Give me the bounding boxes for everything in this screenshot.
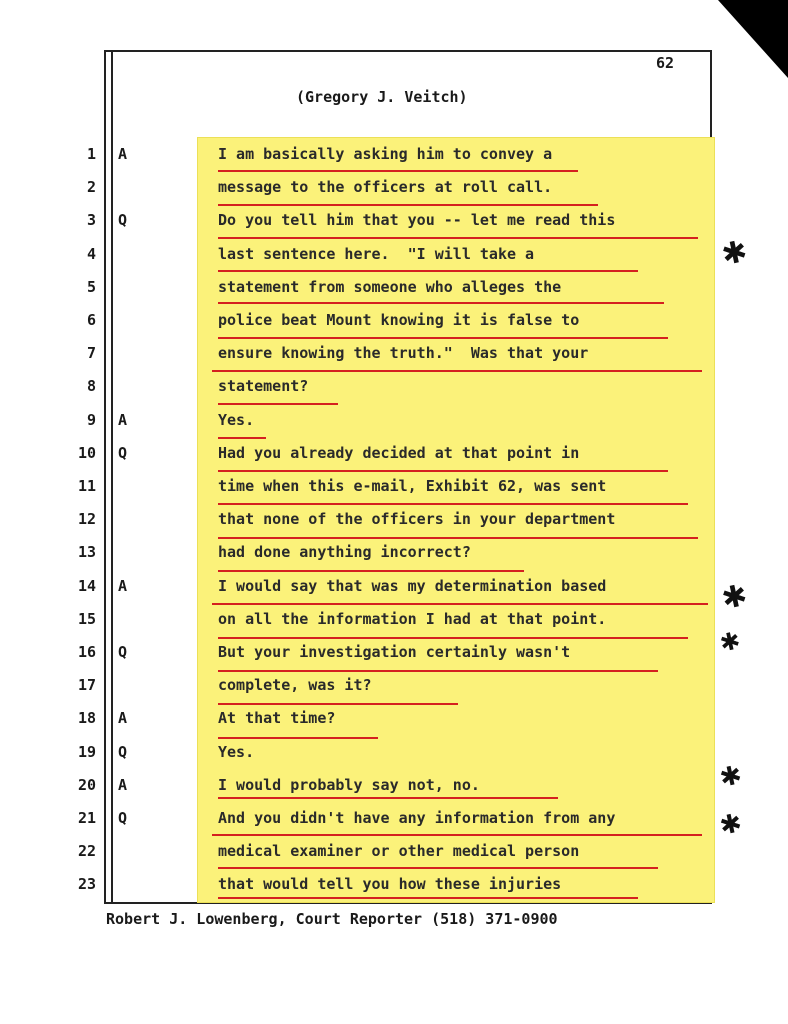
underline-mark <box>218 170 578 172</box>
underline-mark <box>218 737 378 739</box>
underline-mark <box>212 370 702 372</box>
underline-mark <box>218 204 598 206</box>
underline-mark <box>218 867 658 869</box>
transcript-line-text: I would say that was my determination based <box>218 577 607 595</box>
line-number: 9 <box>86 411 96 429</box>
hand-drawn-star-mark-icon: ✱ <box>718 233 751 274</box>
line-number: 13 <box>77 543 96 561</box>
underline-mark <box>218 437 266 439</box>
transcript-line-text: Do you tell him that you -- let me read this <box>218 211 616 229</box>
transcript-line-text: complete, was it? <box>218 676 372 694</box>
hand-drawn-star-mark-icon: ✱ <box>717 760 745 794</box>
line-number: 14 <box>77 577 96 595</box>
line-number: 11 <box>77 477 96 495</box>
speaker-label: A <box>118 145 128 163</box>
speaker-label: Q <box>118 444 128 462</box>
line-number: 18 <box>77 709 96 727</box>
transcript-line-text: police beat Mount knowing it is false to <box>218 311 580 329</box>
underline-mark <box>218 237 698 239</box>
transcript-line-text: But your investigation certainly wasn't <box>218 643 571 661</box>
transcript-inner-border-line <box>111 50 113 904</box>
speaker-label: Q <box>118 643 128 661</box>
page-number: 62 <box>656 54 675 72</box>
transcript-line-text: Yes. <box>218 743 255 761</box>
court-reporter-footer: Robert J. Lowenberg, Court Reporter (518) 371-0900 <box>106 910 558 928</box>
underline-mark <box>218 703 458 705</box>
speaker-label: Q <box>118 743 128 761</box>
underline-mark <box>218 503 688 505</box>
transcript-line-text: on all the information I had at that point. <box>218 610 607 628</box>
underline-mark <box>218 797 558 799</box>
underline-mark <box>218 897 638 899</box>
transcript-line-text: Yes. <box>218 411 255 429</box>
line-number: 20 <box>77 776 96 794</box>
line-number: 12 <box>77 510 96 528</box>
transcript-line-text: And you didn't have any information from any <box>218 809 616 827</box>
line-number: 16 <box>77 643 96 661</box>
transcript-line-text: time when this e-mail, Exhibit 62, was sent <box>218 477 607 495</box>
underline-mark <box>218 637 688 639</box>
transcript-line-text: ensure knowing the truth." Was that your <box>218 344 589 362</box>
transcript-line-text: medical examiner or other medical person <box>218 842 580 860</box>
hand-drawn-star-mark-icon: ✱ <box>717 808 745 842</box>
speaker-label: Q <box>118 809 128 827</box>
underline-mark <box>218 302 664 304</box>
transcript-line-text: Had you already decided at that point in <box>218 444 580 462</box>
underline-mark <box>212 834 702 836</box>
transcript-line-text: At that time? <box>218 709 336 727</box>
transcript-line-text: statement from someone who alleges the <box>218 278 562 296</box>
speaker-label: Q <box>118 211 128 229</box>
transcript-line-text: statement? <box>218 377 309 395</box>
line-number: 22 <box>77 842 96 860</box>
speaker-label: A <box>118 776 128 794</box>
underline-mark <box>218 337 668 339</box>
witness-header: (Gregory J. Veitch) <box>296 88 468 106</box>
speaker-label: A <box>118 411 128 429</box>
underline-mark <box>218 670 658 672</box>
speaker-label: A <box>118 709 128 727</box>
underline-mark <box>218 270 638 272</box>
underline-mark <box>212 603 708 605</box>
transcript-line-text: that would tell you how these injuries <box>218 875 562 893</box>
line-number: 23 <box>77 875 96 893</box>
transcript-line-text: that none of the officers in your department <box>218 510 616 528</box>
line-number: 19 <box>77 743 96 761</box>
line-number: 6 <box>86 311 96 329</box>
transcript-line-text: I would probably say not, no. <box>218 776 480 794</box>
line-number: 8 <box>86 377 96 395</box>
line-number: 4 <box>86 245 96 263</box>
transcript-line-text: had done anything incorrect? <box>218 543 471 561</box>
hand-drawn-star-mark-icon: ✱ <box>717 626 743 658</box>
underline-mark <box>218 470 668 472</box>
line-number: 5 <box>86 278 96 296</box>
transcript-line-text: message to the officers at roll call. <box>218 178 553 196</box>
line-number: 15 <box>77 610 96 628</box>
transcript-line-text: last sentence here. "I will take a <box>218 245 535 263</box>
underline-mark <box>218 537 698 539</box>
line-number: 17 <box>77 676 96 694</box>
line-number: 3 <box>86 211 96 229</box>
line-number: 1 <box>86 145 96 163</box>
underline-mark <box>218 570 524 572</box>
speaker-label: A <box>118 577 128 595</box>
hand-drawn-star-mark-icon: ✱ <box>718 577 751 618</box>
line-number: 21 <box>77 809 96 827</box>
page-corner-fold <box>718 0 788 78</box>
line-number: 10 <box>77 444 96 462</box>
line-number: 2 <box>86 178 96 196</box>
transcript-line-text: I am basically asking him to convey a <box>218 145 553 163</box>
line-number: 7 <box>86 344 96 362</box>
underline-mark <box>218 403 338 405</box>
